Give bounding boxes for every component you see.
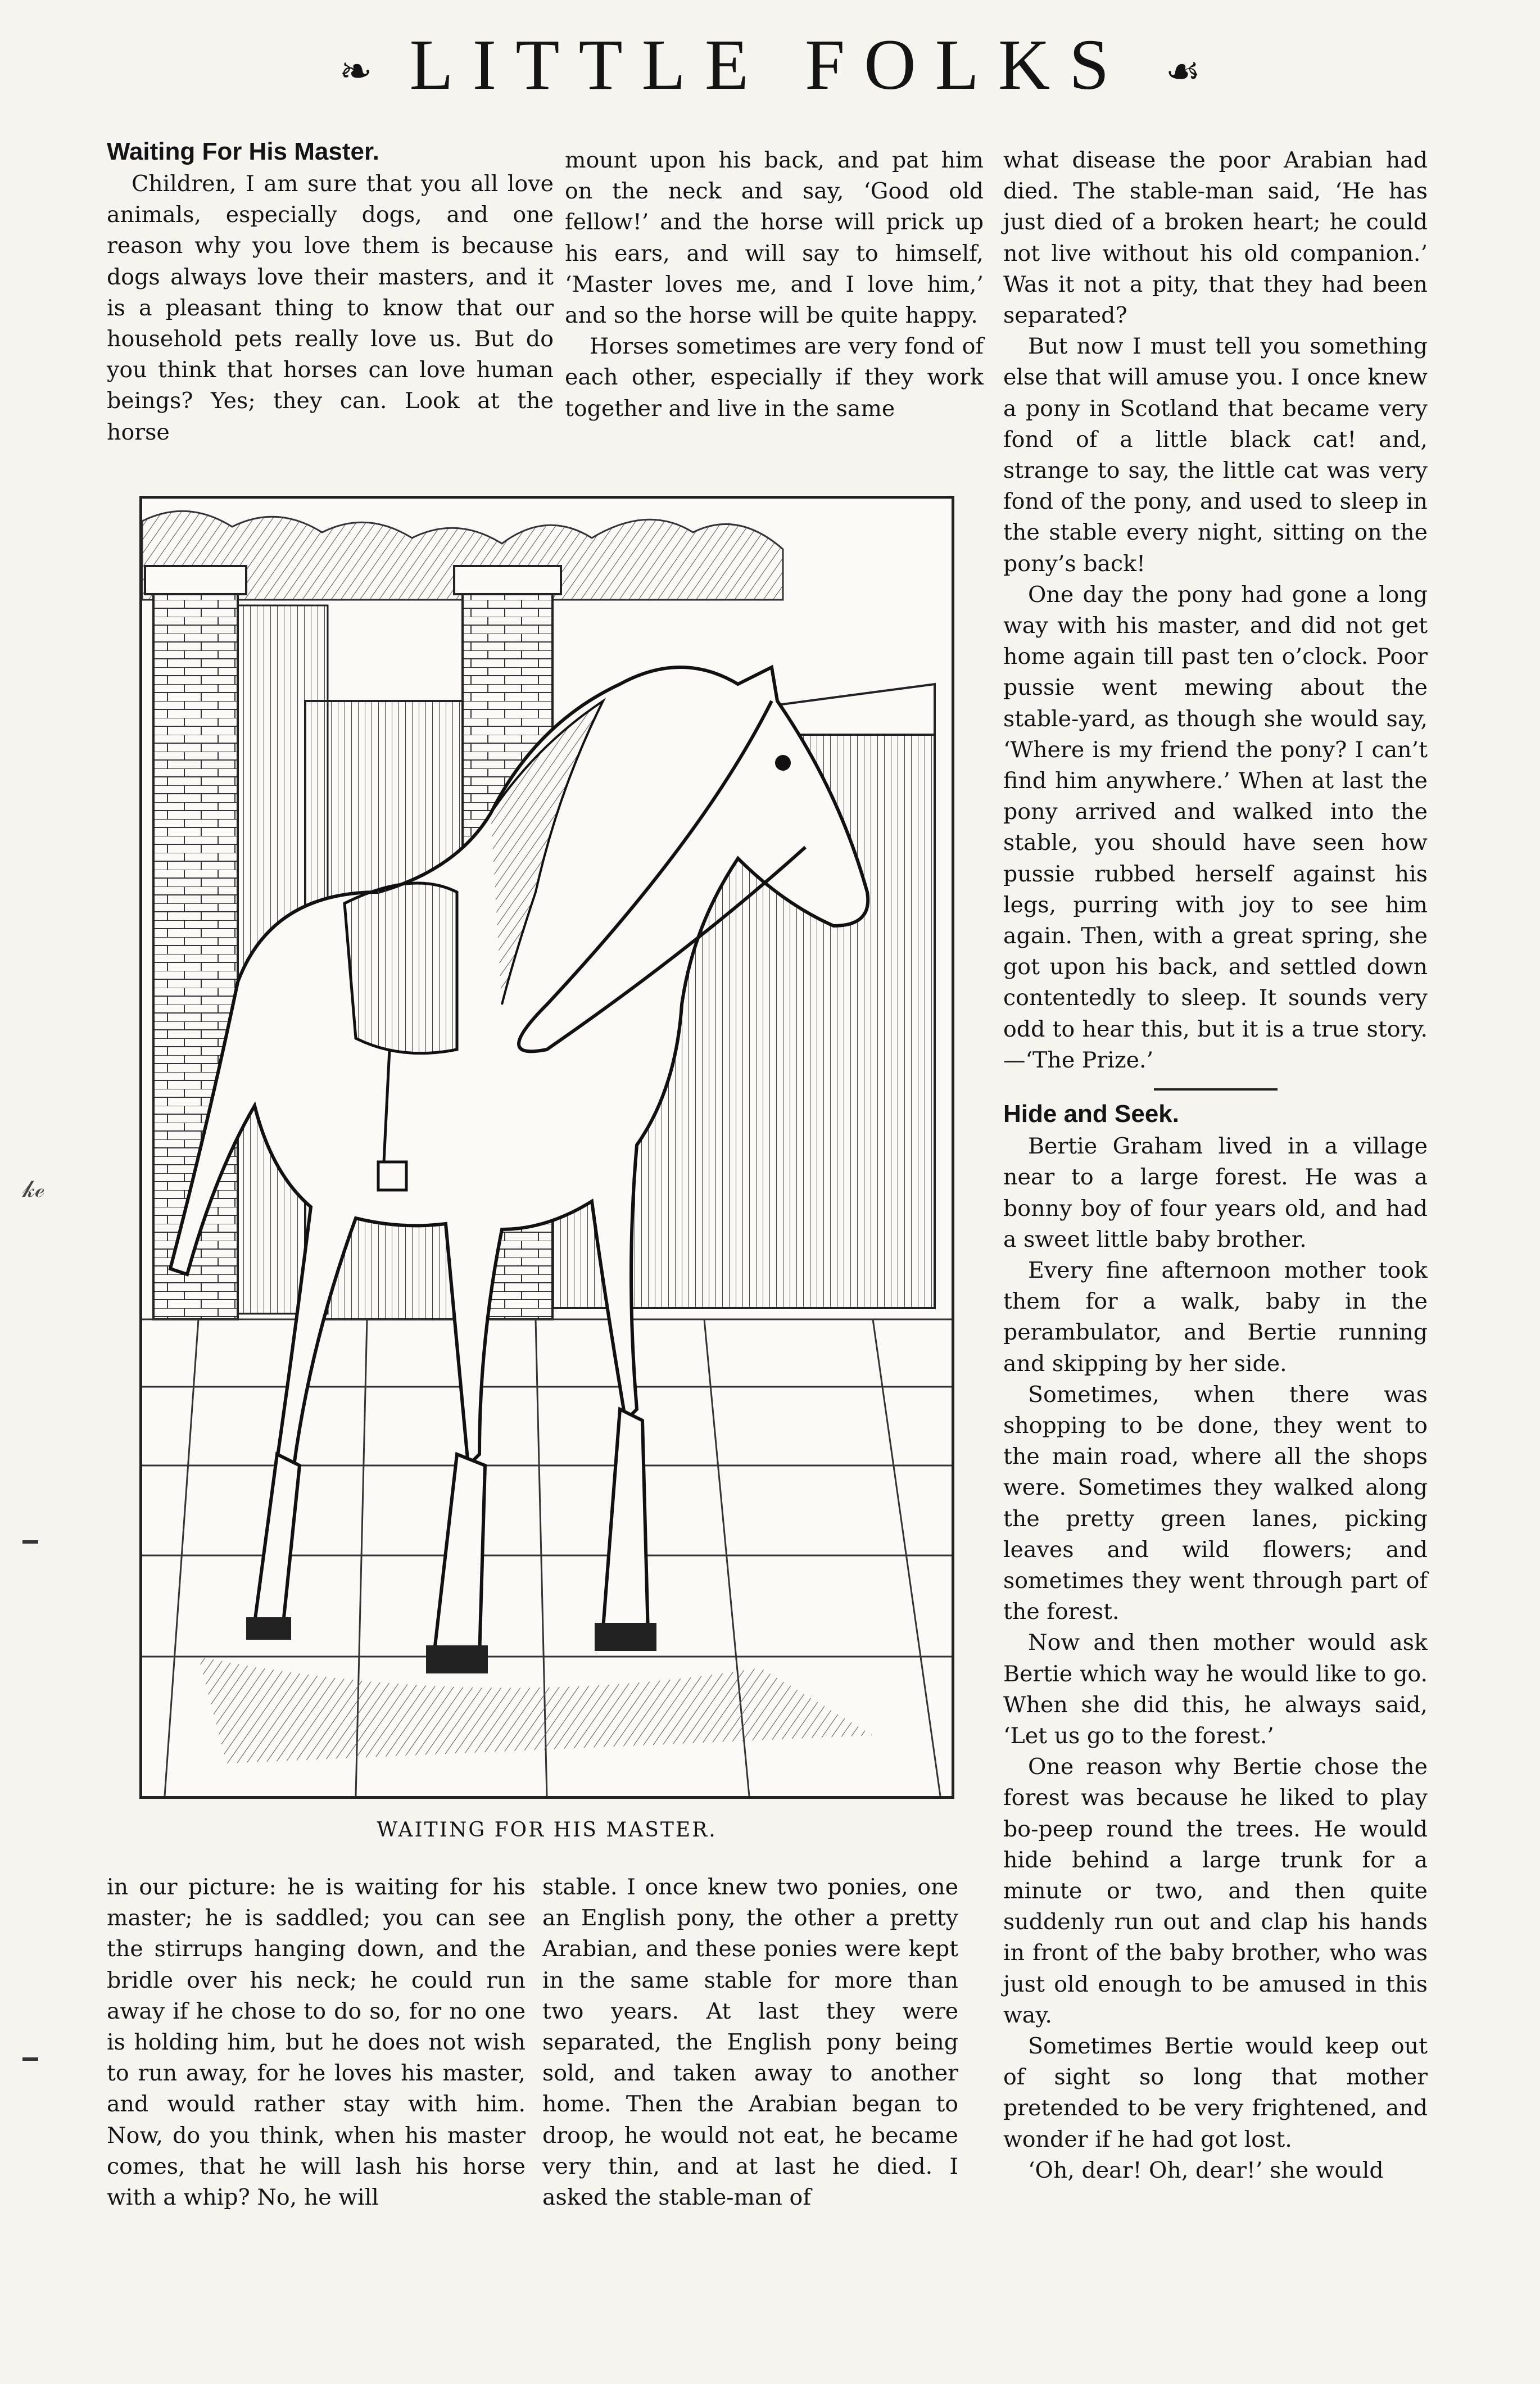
paragraph: Every fine afternoon mother took them for a walk, baby in the perambulator, and Bertie running and skipping by her side. xyxy=(1003,1257,1428,1377)
margin-dash xyxy=(22,2057,38,2061)
paragraph: Bertie Graham lived in a village near to a large forest. He was a bonny boy of four years old, and had a sweet little baby brother. xyxy=(1003,1133,1428,1252)
paragraph: But now I must tell you something else that will amuse you. I once knew a pony in Scotland that became very fond of a little black cat! and, strange to say, the little cat was very fond of the pony, and used to sleep in the stable every night, sitting on the pony’s back! xyxy=(1003,333,1428,577)
paragraph: in our picture: he is waiting for his master; he is saddled; you can see the stirrups hanging down, and the bridle over his neck; he could run away if he chose to do so, for no one is holding him, but he does not wish to run away, for he loves his master, and would rather stay with him. Now, do you think, when his master comes, that he will lash his horse with a whip? No, he will xyxy=(107,1874,526,2211)
margin-dash xyxy=(22,1540,38,1544)
section-divider xyxy=(1154,1088,1278,1091)
paragraph: Now and then mother would ask Bertie which way he would like to go. When she did this, he always said, ‘Let us go to the forest.’ xyxy=(1003,1630,1428,1749)
column-3 xyxy=(1003,145,1428,2186)
column-1-bottom xyxy=(107,1872,526,2213)
story-heading-hide-and-seek: Hide and Seek. xyxy=(1003,1100,1180,1128)
paragraph: mount upon his back, and pat him on the neck and say, ‘Good old fellow!’ and the horse will prick up his ears, and will say to himself, ‘Master loves me, and I love him,’ and so the horse will be quite happy. xyxy=(565,147,984,329)
paragraph: ‘Oh, dear! Oh, dear!’ she would xyxy=(1028,2157,1384,2183)
right-ornament-icon: ☙ xyxy=(1165,50,1201,94)
paragraph: One day the pony had gone a long way with his master, and did not get home again till past ten o’clock. Poor pussie went mewing about the stable-yard, as though she would say, ‘Where is my friend the pony? I can’t find him anywhere.’ When at last the pony arrived and walked into the stable, you should have seen how pussie rubbed herself against his legs, purring with joy to see him again. Then, with a great spring, she got upon his back, and settled down contentedly to sleep. It sounds very odd to hear this, but it is a true story.—‘The Prize.’ xyxy=(1003,581,1428,1073)
column-2-top xyxy=(565,145,984,424)
column-2-bottom xyxy=(542,1872,958,2213)
column-1-top xyxy=(107,135,554,448)
paragraph: Sometimes Bertie would keep out of sight so long that mother pretended to be very frightened, and wonder if he had got lost. xyxy=(1003,2033,1428,2152)
illustration-caption: WAITING FOR HIS MASTER. xyxy=(377,1818,717,1842)
left-ornament-icon: ❧ xyxy=(339,50,373,94)
paragraph: what disease the poor Arabian had died. The stable-man said, ‘He has just died of a broken heart; he could not live without his old companion.’ Was it not a pity, that they had been separated? xyxy=(1003,147,1428,329)
paragraph: stable. I once knew two ponies, one an English pony, the other a pretty Arabian, and these ponies were kept in the same stable for more than two years. At last they were separated, the English pony being sold, and taken away to another home. Then the Arabian began to droop, he would not eat, he became very thin, and at last he died. I asked the stable-man of xyxy=(542,1874,958,2211)
masthead-title xyxy=(0,22,1540,107)
horse-illustration xyxy=(139,496,954,1799)
paragraph: Children, I am sure that you all love animals, especially dogs, and one reason why you love them is because dogs always love their masters, and it is a pleasant thing to know that our household pets really love us. But do you think that horses can love human beings? Yes; they can. Look at the horse xyxy=(107,171,554,445)
masthead-text: LITTLE FOLKS xyxy=(409,25,1129,105)
paragraph: One reason why Bertie chose the forest was because he liked to play bo-peep round the trees. He would hide behind a large trunk for a minute or two, and then quite suddenly run out and clap his hands in front of the baby brother, who was just old enough to be amused in this way. xyxy=(1003,1754,1428,2028)
margin-scribble: 𝓀ℯ xyxy=(22,1175,44,1202)
horse-engraving-icon xyxy=(142,499,952,1796)
story-heading-waiting: Waiting For His Master. xyxy=(107,138,379,165)
paragraph: Sometimes, when there was shopping to be done, they went to the main road, where all the shops were. Sometimes they walked along the pretty green lanes, picking leaves and wild flowers; and sometimes they went through part of the forest. xyxy=(1003,1381,1428,1625)
paragraph: Horses sometimes are very fond of each other, especially if they work together and live in the same xyxy=(565,333,984,422)
